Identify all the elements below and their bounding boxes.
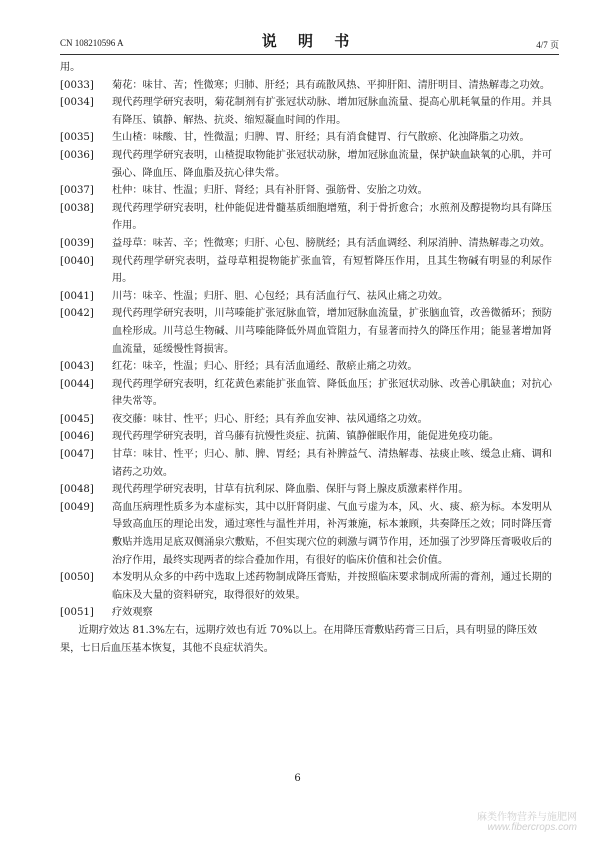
watermark-url: www.fibercrops.com bbox=[487, 822, 577, 833]
paragraph-number: [0037] bbox=[60, 185, 94, 197]
paragraph-text: 现代药理学研究表明，杜仲能促进骨髓基质细胞增殖，利于骨折愈合；水煎剂及醇提物均具有降压作用。 bbox=[112, 202, 552, 232]
paragraph-text: 杜仲：味甘、性温；归肝、肾经；具有补肝肾、强筋骨、安胎之功效。 bbox=[112, 185, 428, 197]
continued-line: 用。 bbox=[60, 62, 81, 73]
paragraph-text: 甘草：味甘、性平；归心、肺、脾、胃经；具有补脾益气、清热解毒、祛痰止咳、缓急止痛、调和诸药之功效。 bbox=[112, 449, 552, 478]
paragraph-number: [0035] bbox=[60, 132, 94, 144]
paragraph bbox=[60, 411, 552, 429]
paragraph-text: 现代药理学研究表明，红花黄色素能扩张血管、降低血压；扩张冠状动脉、改善心肌缺血；对抗心律失常等。 bbox=[112, 378, 552, 408]
paragraph-text: 红花：味辛，性温；归心、肝经；具有活血通经、散瘀止痛之功效。 bbox=[112, 361, 418, 373]
paragraph-number: [0041] bbox=[60, 290, 94, 302]
paragraph-text: 益母草：味苦、辛；性微寒；归肝、心包、膀胱经；具有活血调经、利尿消肿、清热解毒之功效。 bbox=[112, 237, 551, 249]
paragraph-text: 生山楂：味酸、甘，性微温；归脾、胃、肝经；具有消食健胃、行气散瘀、化浊降脂之功效。 bbox=[112, 132, 530, 144]
paragraph-text: 川芎：味辛、性温；归肝、胆、心包经；具有活血行气、祛风止痛之功效。 bbox=[112, 290, 449, 302]
paragraph-text: 高血压病理性质多为本虚标实，其中以肝肾阴虚、气血亏虚为本，风、火、痰、瘀为标。本发明从导致高血压的理论出发，通过寒性与温性并用，补泻兼施，标本兼顾，共奏降压之效；同时降压膏敷贴并选用足底双侧涌泉穴敷贴，不但实现穴位的刺激与调节作用，还加强了沙罗降压膏吸收后的治疗作用，最终实现两者的综合叠加作用，有很好的临床价值和社会价值。 bbox=[112, 501, 552, 566]
paragraph bbox=[60, 305, 552, 358]
paragraph-number: [0039] bbox=[60, 237, 94, 249]
paragraph-number: [0048] bbox=[60, 484, 94, 496]
paragraph bbox=[60, 446, 552, 481]
header-rule bbox=[60, 54, 559, 55]
paragraph-text: 现代药理学研究表明，甘草有抗利尿、降血脂、保肝与肾上腺皮质激素样作用。 bbox=[112, 484, 469, 496]
page-header bbox=[60, 28, 559, 52]
paragraph bbox=[60, 481, 552, 499]
paragraph-number: [0045] bbox=[60, 413, 94, 425]
paragraph-text: 现代药理学研究表明，首乌藤有抗慢性炎症、抗菌、镇静催眠作用，能促进免疫功能。 bbox=[112, 431, 500, 443]
page-number: 6 bbox=[294, 773, 301, 784]
patent-number: CN 108210596 A bbox=[60, 38, 124, 48]
paragraph bbox=[60, 129, 552, 147]
paragraph bbox=[60, 77, 552, 95]
document-body bbox=[60, 59, 552, 657]
paragraph-number: [0051] bbox=[60, 607, 94, 619]
paragraph-number: [0036] bbox=[60, 149, 94, 161]
paragraph-text: 现代药理学研究表明，山楂提取物能扩张冠状动脉，增加冠脉血流量，保护缺血缺氧的心肌，并可强心、降血压、降血脂及抗心律失常。 bbox=[112, 149, 552, 179]
paragraph-number: [0042] bbox=[60, 308, 94, 320]
paragraph-text: 现代药理学研究表明，川芎嗪能扩张冠脉血管，增加冠脉血流量，扩张脑血管，改善微循环；预防血栓形成。川芎总生物碱、川芎嗪能降低外周血管阻力，有显著而持久的降压作用；能显著增加肾血流量，延缓慢性肾损害。 bbox=[112, 308, 552, 355]
paragraph bbox=[60, 235, 552, 253]
paragraph-number: [0034] bbox=[60, 97, 94, 109]
paragraph bbox=[60, 182, 552, 200]
paragraph-text: 疗效观察 bbox=[112, 607, 153, 619]
paragraph-text: 夜交藤：味甘、性平；归心、肝经；具有养血安神、祛风通络之功效。 bbox=[112, 413, 428, 425]
paragraph bbox=[60, 147, 552, 182]
paragraph bbox=[60, 200, 552, 235]
paragraph-number: [0046] bbox=[60, 431, 94, 443]
paragraph-number: [0047] bbox=[60, 449, 94, 461]
watermark-site-name: 麻类作物营养与施肥网 bbox=[477, 812, 577, 823]
paragraph-number: [0050] bbox=[60, 572, 94, 584]
paragraph bbox=[60, 376, 552, 411]
paragraph bbox=[60, 288, 552, 306]
paragraph-number: [0049] bbox=[60, 501, 94, 513]
paragraph bbox=[60, 604, 552, 622]
paragraph bbox=[60, 499, 552, 569]
paragraph bbox=[60, 94, 552, 129]
paragraph-number: [0044] bbox=[60, 378, 94, 390]
closing-paragraph: 近期疗效达 81.3%左右，远期疗效也有近 70%以上。在用降压膏敷贴药膏三日后，具有明显的降压效果，七日后血压基本恢复，其他不良症状消失。 bbox=[60, 625, 538, 654]
paragraph-number: [0043] bbox=[60, 361, 94, 373]
paragraph bbox=[60, 253, 552, 288]
document-title: 说 明 书 bbox=[261, 32, 358, 50]
page-indicator: 4/7 页 bbox=[536, 40, 559, 50]
paragraph-text: 现代药理学研究表明，菊花制剂有扩张冠状动脉、增加冠脉血流量、提高心肌耗氧量的作用。并具有降压、镇静、解热、抗炎、缩短凝血时间的作用。 bbox=[112, 97, 552, 126]
paragraph-text: 菊花：味甘、苦；性微寒；归肺、肝经；具有疏散风热、平抑肝阳、清肝明目、清热解毒之功效。 bbox=[112, 79, 551, 91]
paragraph-number: [0033] bbox=[60, 79, 94, 91]
paragraph-number: [0038] bbox=[60, 202, 94, 214]
paragraph bbox=[60, 428, 552, 446]
paragraph-number: [0040] bbox=[60, 255, 94, 267]
paragraph bbox=[60, 358, 552, 376]
paragraph bbox=[60, 569, 552, 604]
paragraph-text: 现代药理学研究表明，益母草粗提物能扩张血管，有短暂降压作用，且其生物碱有明显的利尿作用。 bbox=[112, 255, 552, 285]
paragraph-list bbox=[60, 77, 552, 622]
paragraph-text: 本发明从众多的中药中选取上述药物制成降压膏贴，并按照临床要求制成所需的膏剂，通过长期的临床及大量的资料研究，取得很好的效果。 bbox=[112, 572, 552, 601]
